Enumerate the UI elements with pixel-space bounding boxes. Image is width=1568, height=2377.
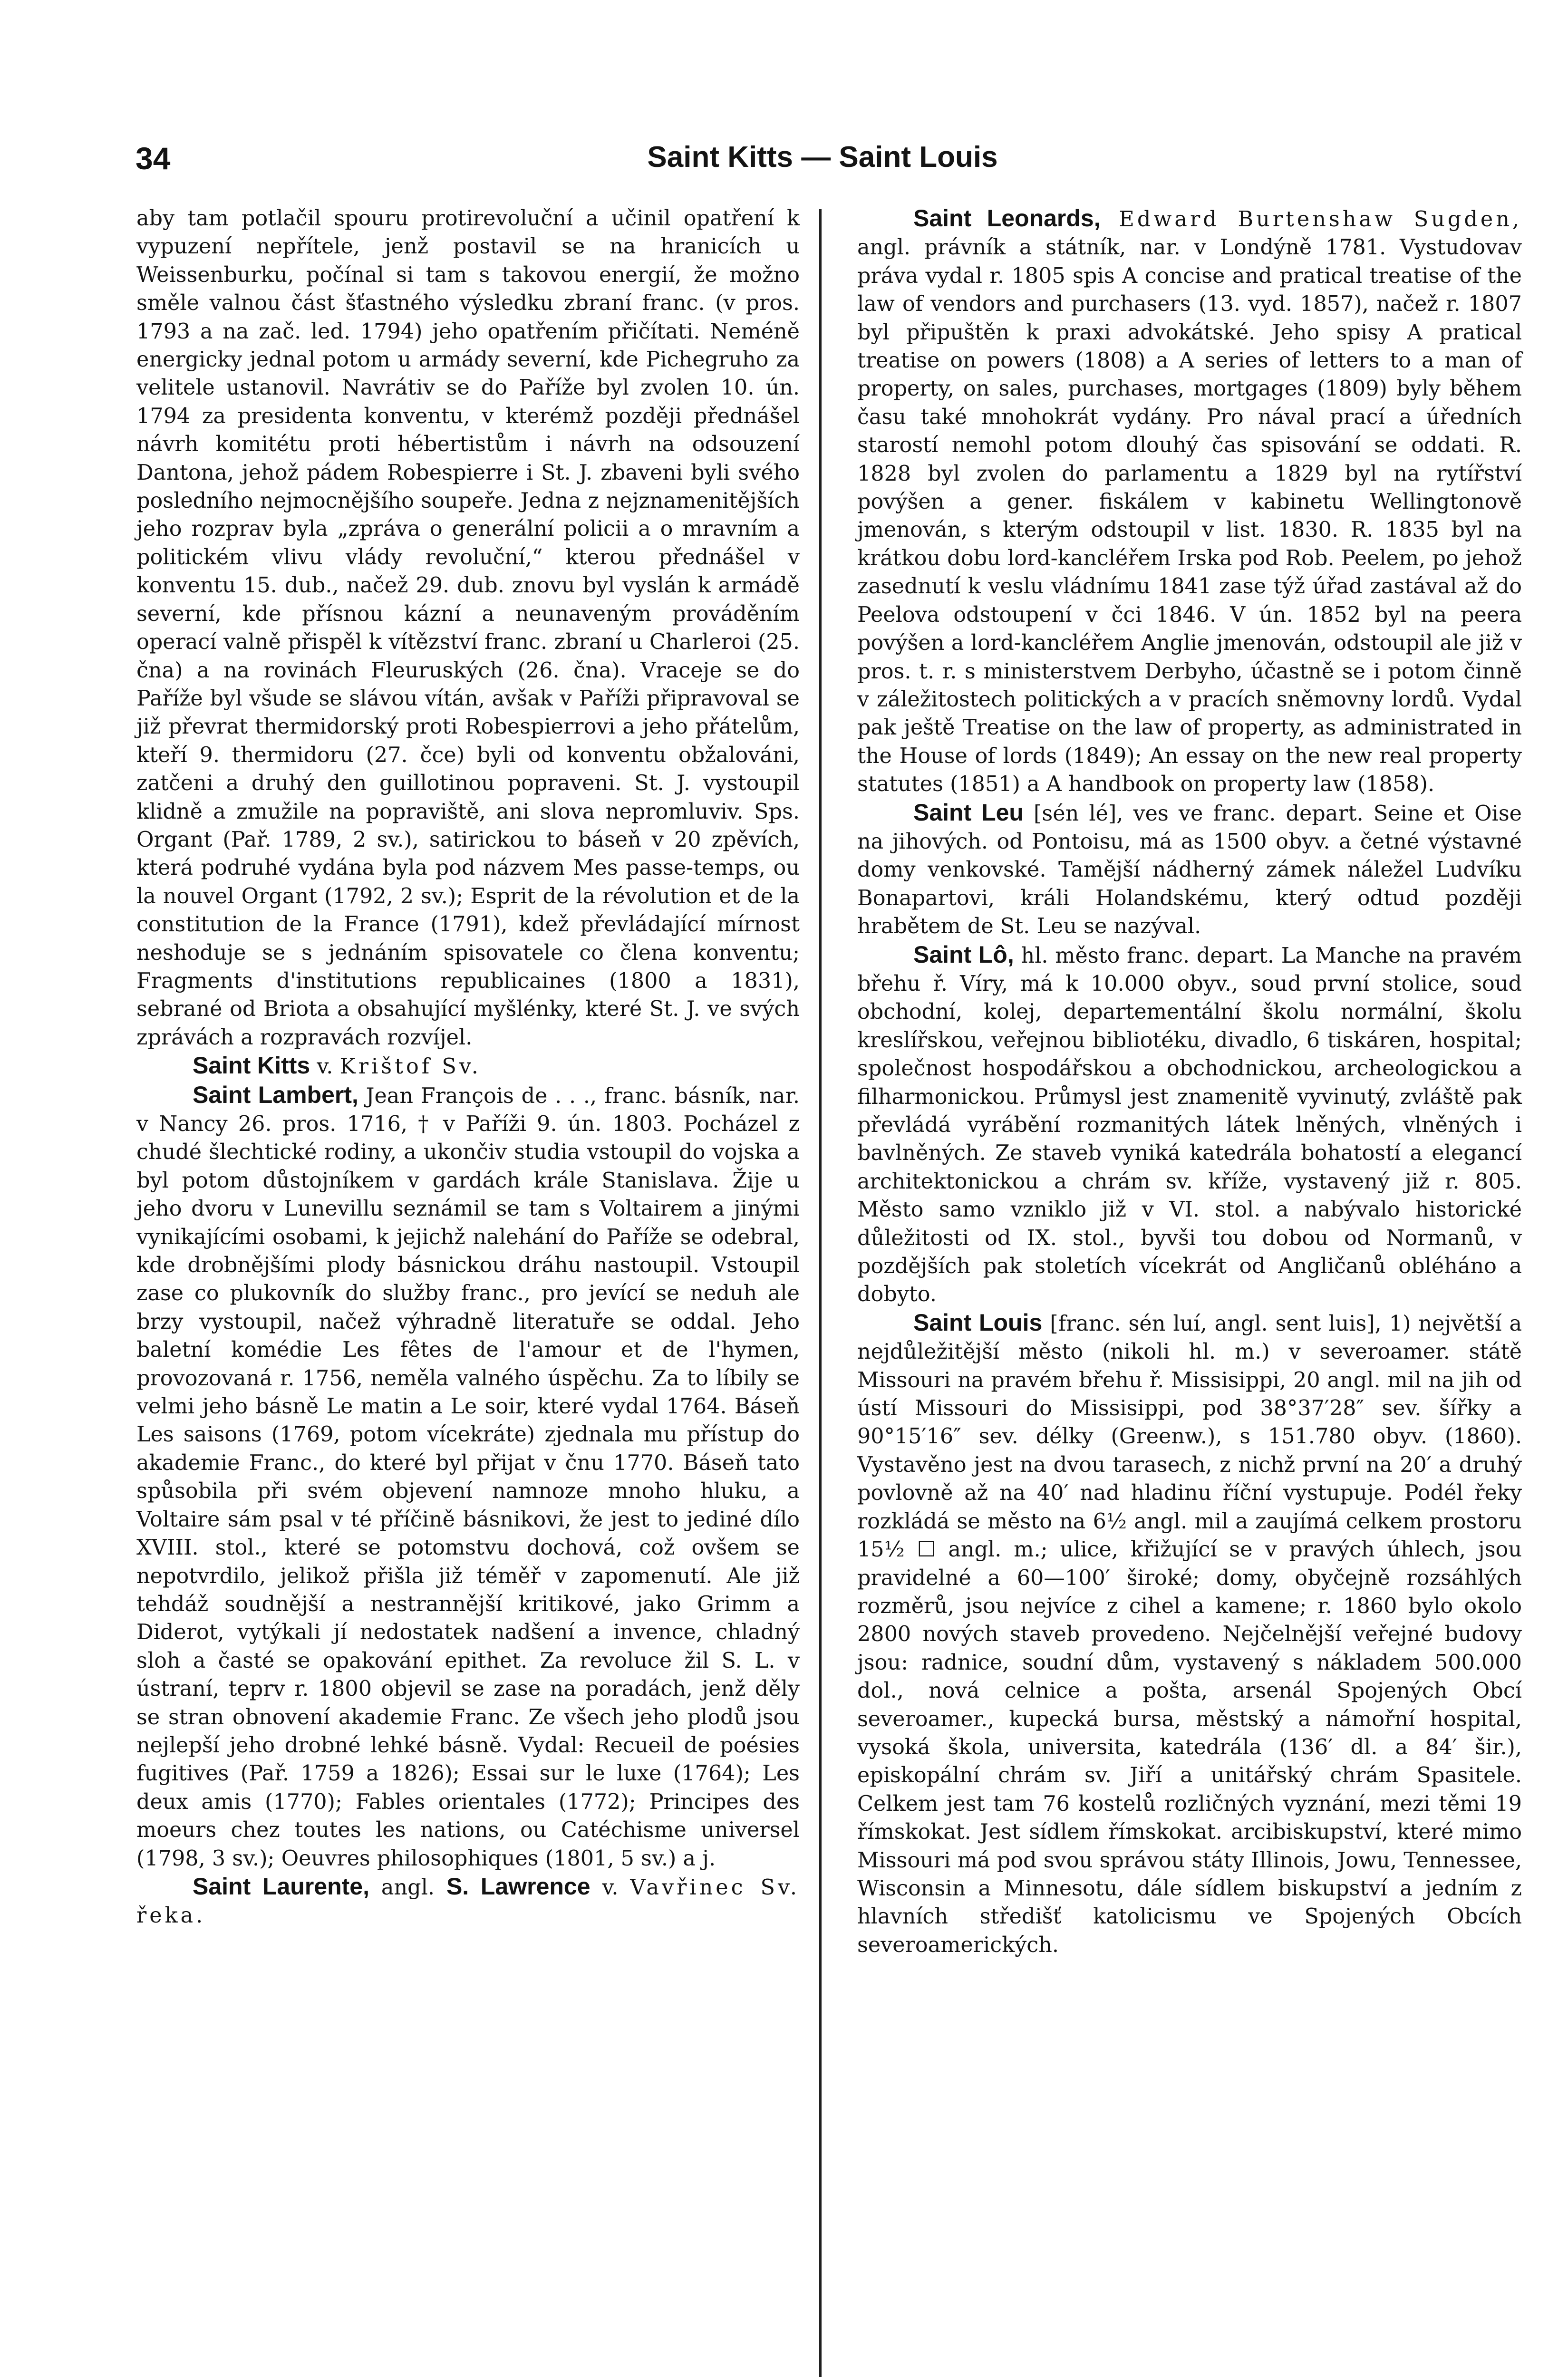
entry-saint-lambert: [136, 1081, 800, 1873]
left-column: [136, 204, 800, 1930]
column-divider: [819, 209, 822, 2377]
entry-saint-laurente-see: v.: [590, 1875, 630, 1900]
entry-saint-leonards-text: angl. právník a státník, nar. v Londýně 1781. Vystudovav práva vydal r. 1805 spis A concise and pratical treatise of the law of vendors and purchasers (13. vyd. 1857), načež r. 1807 byl připuštěn k praxi advokátské. Jeho spisy A pratical treatise on powers (1808) a A series of letters to a man of property, on sales, purchases, mortgages (1809) byly během času také mnohokrát vydány. Pro nával prací a úředních starostí nemohl potom dlouhý čas spisování se oddati. R. 1828 byl zvolen do parlamentu a 1829 byl na rytířství povýšen a gener. fiskálem v kabinetu Wellingtonově jmenován, s kterým odstoupil v list. 1830. R. 1835 byl na krátkou dobu lord-kancléřem Irska pod Rob. Peelem, po jehož zasednutí k veslu vládnímu 1841 zase týž úřad zastával až do Peelova odstoupení v čci 1846. V ún. 1852 byl na peera povýšen a lord-kancléřem Anglie jmenován, odstoupil ale již v pros. t. r. s ministerstvem Derbyho, účastně se i potom činně v záležitostech politických a v pracích sněmovny lordů. Vydal pak ještě Treatise on the law of property, as administrated in the House of lords (1849); An essay on the new real property statutes (1851) a A handbook on property law (1858).: [857, 235, 1522, 797]
right-column: [857, 204, 1522, 1959]
entry-saint-lo: [857, 941, 1522, 1309]
entry-saint-laurente: [136, 1873, 800, 1930]
headword-saint-leu: Saint Leu: [913, 799, 1024, 826]
running-title: Saint Kitts — Saint Louis: [647, 141, 998, 174]
headword-saint-lawrence: S. Lawrence: [446, 1873, 590, 1900]
entry-saint-louis: [857, 1309, 1522, 1959]
saint-just-continuation: aby tam potlačil spouru protirevoluční a učinil opatření k vypuzení nepřítele, jenž postavil se na hranicích u Weissenburku, počínal si tam s takovou energií, že možno směle valnou část šťastného výsledku zbraní franc. (v pros. 1793 a na zač. led. 1794) jeho opatřením přičítati. Neméně energicky jednal potom u armády severní, kde Pichegruho za velitele ustanovil. Navrátiv se do Paříže byl zvolen 10. ún. 1794 za presidenta konventu, v kterémž později přednášel návrh komitétu proti hébertistům i návrh na odsouzení Dantona, jehož pádem Robespierre i St. J. zbaveni byli svého posledního nejmocnějšího soupeře. Jedna z nejznamenitějších jeho rozprav byla „zpráva o generální policii a o mravním a politickém vlivu vlády revoluční,“ kterou přednášel v konventu 15. dub., načež 29. dub. znovu byl vyslán k armádě severní, kde přísnou kázní a neunaveným prováděním operací valně přispěl k vítězství franc. zbraní u Charleroi (25. čna) a na rovinách Fleuruských (26. čna). Vraceje se do Paříže byl všude se slávou vítán, avšak v Paříži připravoval se již převrat thermidorský proti Robespierrovi a jeho přátelům, kteří 9. thermidoru (27. čce) byli od konventu obžalováni, zatčeni a druhý den guillotinou popraveni. St. J. vystoupil klidně a zmužile na popraviště, ani slova nepromluviv. Sps. Organt (Pař. 1789, 2 sv.), satirickou to báseň v 20 zpěvích, která podruhé vydána byla pod názvem Mes passe-temps, ou la nouvel Organt (1792, 2 sv.); Esprit de la révolution et de la constitution de la France (1791), kdež převládající mírnost neshoduje se s jednáním spisovatele co člena konventu; Fragments d'institutions republicaines (1800 a 1831), sebrané od Briota a obsahující myšlénky, které St. J. ve svých zprávách a rozpravách rozvíjel.: [136, 206, 800, 1050]
entry-saint-leonards: [857, 204, 1522, 799]
entry-saint-kitts-see: v.: [310, 1054, 340, 1079]
entry-saint-louis-text: [franc. sén luí, angl. sent luis], 1) největší a nejdůležitější město (nikoli hl. m.) v severoamer. státě Missouri na pravém břehu ř. Missisippi, 20 angl. mil na jih od ústí Missouri do Missisippi, pod 38°37′28″ sev. šířky a 90°15′16″ sev. délky (Greenw.), s 151.780 obyv. (1860). Vystavěno jest na dvou tarasech, z nichž první na 20′ a druhý povlovně až na 40′ nad hladinu říční vystupuje. Podél řeky rozkládá se město na 6½ angl. mil a zaujímá celkem prostoru 15½ ☐ angl. m.; ulice, křižující se v pravých úhlech, jsou pravidelné a 60—100′ široké; domy, obyčejně rozsáhlých rozměrů, jsou nejvíce z cihel a kamene; r. 1860 bylo okolo 2800 nových staveb provedeno. Nejčelnější veřejné budovy jsou: radnice, soudní dům, vystavený s nákladem 500.000 dol., nová celnice a pošta, arsenál Spojených Obcí severoamer., kupecká bursa, městský a námořní hospital, vysoká škola, universita, katedrála (136′ dl. a 84′ šir.), episkopální chrám sv. Jiří a unitářský chrám Spasitele. Celkem jest tam 76 kostelů rozličných vyznání, mezi těmi 19 římskokat. Jest sídlem římskokat. arcibiskupství, které mimo Missouri má pod svou správou státy Illinois, Jowu, Tennessee, Wisconsin a Minnesotu, dále sídlem biskupství a jedním z hlavních středišť katolicismu ve Spojených Obcích severoamerických.: [857, 1311, 1522, 1957]
headword-saint-kitts: Saint Kitts: [193, 1052, 310, 1079]
entry-saint-kitts: [136, 1052, 800, 1081]
page-header: [136, 140, 1510, 188]
headword-saint-louis: Saint Louis: [913, 1309, 1043, 1336]
headword-saint-laurente: Saint Laurente,: [193, 1873, 369, 1900]
entry-saint-kitts-reference: Krištof Sv.: [339, 1054, 481, 1079]
entry-saint-lambert-text: Jean François de . . ., franc. básník, nar. v Nancy 26. pros. 1716, † v Paříži 9. ún. 1803. Pocházel z chudé šlechtické rodiny, a ukončiv studia vstoupil do vojska a byl potom důstojníkem v gardách krále Stanislava. Žije u jeho dvoru v Lunevillu seznámil se tam s Voltairem a jinými vynikajícími osobami, k jejichž nalehání do Paříže se odebral, kde drobnějšími plody básnickou dráhu nastoupil. Vstoupil zase co plukovník do služby franc., pro jevící se neduh ale brzy vystoupil, načež výhradně literatuře se oddal. Jeho baletní komédie Les fêtes de l'amour et de l'hymen, provozovaná r. 1756, neměla valného úspěchu. Za to líbily se velmi jeho básně Le matin a Le soir, které vydal 1764. Báseň Les saisons (1769, potom vícekráte) zjednala mu přístup do akademie Franc., do které byl přijat v čnu 1770. Báseň tato spůsobila při svém objevení namnoze mnoho hluku, a Voltaire sám psal v té příčině básnikovi, že jest to jediné dílo XVIII. stol., které se potomstvu dochová, což ovšem se nepotvrdilo, jelikož přišla již téměř v zapomenutí. Ale již tehdáž soudnější a nestrannější kritikové, jako Grimm a Diderot, vytýkali jí nedostatek nadšení a invence, chladný sloh a časté se opakování epithet. Za revoluce žil S. L. v ústraní, teprv r. 1800 objevil se zase na poradách, jenž děly se stran obnovení akademie Franc. Ze všech jeho plodů jsou nejlepší jeho drobné lehké básně. Vydal: Recueil de poésies fugitives (Pař. 1759 a 1826); Essai sur le luxe (1764); Les deux amis (1770); Fables orientales (1772); Principes des moeurs chez toutes les nations, ou Catéchisme universel (1798, 3 sv.); Oeuvres philosophiques (1801, 5 sv.) a j.: [136, 1083, 800, 1871]
entry-saint-laurente-angl: angl.: [369, 1875, 446, 1900]
entry-saint-laurente-reference: Vavřinec Sv. řeka.: [136, 1875, 800, 1928]
entry-saint-leonards-name: Edward Burtenshaw Sugden,: [1100, 207, 1522, 232]
headword-saint-leonards: Saint Leonards,: [913, 205, 1101, 232]
entry-saint-leu-text: [sén lé], ves ve franc. depart. Seine et Oise na jihových. od Pontoisu, má as 1500 obyv. a četné výstavné domy venkovské. Tamější nádherný zámek náležel Ludvíku Bonapartovi, králi Holandskému, který odtud později hrabětem de St. Leu se nazýval.: [857, 801, 1522, 939]
entry-saint-lo-text: hl. město franc. depart. La Manche na pravém břehu ř. Víry, má k 10.000 obyv., soud první stolice, soud obchodní, kolej, departementální školu normální, školu kreslířskou, veřejnou bibliotéku, divadlo, 6 tiskáren, hospital; společnost hospodářskou a obchodnickou, archeologickou a filharmonickou. Průmysl jest znamenitě vyvinutý, zvláště pak převládá vyrábění rozmanitých látek lněných, vlněných i bavlněných. Ze staveb vyniká katedrála bohatostí a elegancí architektonickou a chrám sv. kříže, vystavený již r. 805. Město samo vzniklo již v VI. stol. a nabývalo historické důležitosti od IX. stol., byvši tou dobou od Normanů, v pozdějších pak stoletích vícekrát od Angličanů obléháno a dobyto.: [857, 943, 1522, 1307]
page-number: 34: [136, 141, 171, 176]
headword-saint-lambert: Saint Lambert,: [193, 1081, 358, 1108]
headword-saint-lo: Saint Lô,: [913, 941, 1014, 968]
entry-saint-leu: [857, 799, 1522, 941]
